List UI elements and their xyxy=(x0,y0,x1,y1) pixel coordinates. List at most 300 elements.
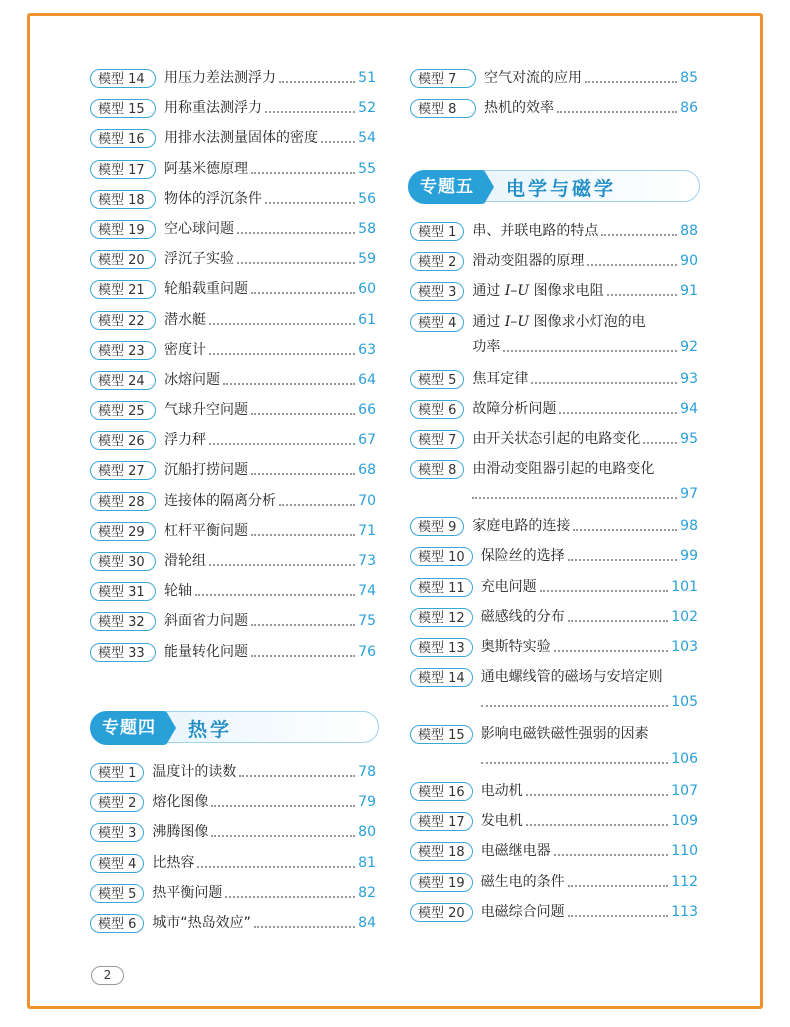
toc-entry[interactable] xyxy=(410,634,698,664)
page-number-ref: 99 xyxy=(680,548,698,565)
leader-dots xyxy=(526,824,669,826)
entry-title: 家庭电路的连接 xyxy=(472,518,571,535)
toc-entry[interactable] xyxy=(90,910,376,940)
leader-dots xyxy=(251,655,355,657)
title-line-1 xyxy=(481,721,698,747)
entry-title: 由开关状态引起的电路变化 xyxy=(472,430,641,447)
entry-title-row xyxy=(164,186,376,212)
model-badge: 模型 12 xyxy=(410,608,473,627)
leader-dots xyxy=(503,350,677,352)
entry-title: 空气对流的应用 xyxy=(484,70,582,86)
model-badge: 模型 6 xyxy=(410,400,464,419)
leader-dots xyxy=(585,81,677,83)
page-number-ref: 68 xyxy=(358,462,376,479)
toc-entry[interactable] xyxy=(90,608,376,638)
entry-title: 通电螺线管的磁场与安培定则 xyxy=(480,669,663,686)
entry-title: 浮沉子实验 xyxy=(164,251,234,268)
toc-entry[interactable] xyxy=(410,604,698,634)
entry-title: 焦耳定律 xyxy=(472,370,529,387)
toc-entry[interactable] xyxy=(90,246,376,276)
page-number-ref: 58 xyxy=(358,220,376,237)
entry-title: 能量转化问题 xyxy=(164,643,248,660)
leader-dots xyxy=(601,234,677,236)
entry-title-row xyxy=(164,216,376,242)
page-number-ref: 76 xyxy=(358,643,376,660)
page-number-ref: 61 xyxy=(358,311,376,328)
model-badge: 模型 24 xyxy=(90,371,156,390)
entry-title: 保险丝的选择 xyxy=(480,548,565,565)
title-line-2 xyxy=(472,482,698,506)
model-badge: 模型 7 xyxy=(410,430,464,449)
page-number-ref: 52 xyxy=(358,100,376,117)
toc-entry[interactable] xyxy=(410,513,698,543)
page-number-ref: 64 xyxy=(358,371,376,388)
page-number-ref: 88 xyxy=(680,223,698,239)
title-line-1 xyxy=(472,456,698,482)
entry-title-row xyxy=(481,778,698,804)
entry-title-block xyxy=(481,664,698,714)
leader-dots xyxy=(209,443,355,445)
page-number-ref: 91 xyxy=(680,283,698,300)
entry-title-row xyxy=(481,543,698,569)
toc-entry[interactable] xyxy=(410,248,698,278)
entry-title: 热机的效率 xyxy=(484,100,554,117)
leader-dots xyxy=(279,504,355,506)
entry-title: 密度计 xyxy=(164,341,206,358)
entry-title: 温度计的读数 xyxy=(152,764,237,780)
page-number-ref: 56 xyxy=(358,190,376,207)
toc-entry[interactable] xyxy=(90,307,376,337)
entry-title-row xyxy=(164,246,376,272)
page-number-ref: 80 xyxy=(358,824,376,841)
model-badge: 模型 26 xyxy=(90,431,156,450)
title-continuation: 功率 xyxy=(472,338,501,355)
toc-entry[interactable] xyxy=(410,869,698,899)
entry-title: 杠杆平衡问题 xyxy=(164,522,248,539)
toc-list-electromagnetism xyxy=(410,218,698,929)
model-badge: 模型 31 xyxy=(90,582,156,601)
toc-entry[interactable] xyxy=(90,367,376,397)
leader-dots xyxy=(568,915,669,917)
toc-list-thermal-continued xyxy=(410,65,698,125)
entry-title: 斜面省力问题 xyxy=(164,613,248,630)
title-line-2 xyxy=(481,690,698,714)
entry-title: 影响电磁铁磁性强弱的因素 xyxy=(480,726,649,743)
leader-dots xyxy=(279,81,355,83)
toc-entry[interactable] xyxy=(90,578,376,608)
toc-entry[interactable] xyxy=(410,808,698,838)
page-number-ref: 90 xyxy=(680,253,698,270)
entry-title: 沉船打捞问题 xyxy=(164,462,248,479)
entry-title-row xyxy=(164,307,376,333)
entry-title: 电磁综合问题 xyxy=(480,903,565,920)
toc-entry[interactable] xyxy=(90,276,376,306)
entry-title xyxy=(472,278,603,304)
model-badge: 模型 28 xyxy=(90,492,156,511)
toc-entry[interactable] xyxy=(410,778,698,808)
model-badge: 模型 11 xyxy=(410,578,473,597)
leader-dots xyxy=(254,926,355,928)
page-number-ref: 82 xyxy=(358,884,376,901)
entry-title: 潜水艇 xyxy=(164,311,206,328)
entry-title-row xyxy=(472,396,698,422)
entry-title-row xyxy=(164,518,376,544)
entry-title-row xyxy=(164,639,376,665)
title-post: 图像求小灯泡的电 xyxy=(529,313,646,330)
model-badge: 模型 9 xyxy=(410,517,464,536)
model-badge: 模型 16 xyxy=(90,129,156,148)
model-badge: 模型 27 xyxy=(90,461,156,480)
leader-dots xyxy=(321,141,355,143)
model-badge: 模型 2 xyxy=(410,252,464,271)
page-number-ref: 110 xyxy=(671,843,698,860)
toc-entry[interactable] xyxy=(90,337,376,367)
toc-entry[interactable] xyxy=(410,65,698,95)
page-number-ref: 86 xyxy=(680,100,698,117)
leader-dots xyxy=(195,594,355,596)
leader-dots xyxy=(531,382,677,384)
model-badge: 模型 3 xyxy=(410,282,464,301)
page-number-ref: 74 xyxy=(358,583,376,600)
toc-entry[interactable] xyxy=(90,488,376,518)
toc-entry[interactable] xyxy=(90,789,376,819)
entry-title: 充电问题 xyxy=(480,578,537,595)
entry-title: 用排水法测量固体的密度 xyxy=(164,130,318,147)
toc-entry[interactable] xyxy=(410,456,698,513)
entry-title-row xyxy=(481,808,698,834)
toc-entry[interactable] xyxy=(410,426,698,456)
page-number-ref: 103 xyxy=(671,638,698,655)
model-badge: 模型 17 xyxy=(410,812,473,831)
leader-dots xyxy=(557,111,677,113)
model-badge: 模型 1 xyxy=(410,222,464,241)
entry-title: 阿基米德原理 xyxy=(164,160,248,177)
toc-entry[interactable] xyxy=(90,548,376,578)
leader-dots xyxy=(554,854,669,856)
entry-title-row xyxy=(164,156,376,182)
entry-title: 串、并联电路的特点 xyxy=(472,223,599,239)
toc-entry[interactable] xyxy=(90,397,376,427)
toc-entry[interactable] xyxy=(90,880,376,910)
model-badge: 模型 20 xyxy=(410,903,473,922)
model-badge: 模型 19 xyxy=(410,873,473,892)
entry-title: 故障分析问题 xyxy=(472,400,557,417)
title-line-2 xyxy=(481,747,698,771)
page-number-ref: 107 xyxy=(671,783,698,800)
leader-dots xyxy=(265,111,355,113)
page-number-ref: 81 xyxy=(358,854,376,871)
leader-dots xyxy=(251,292,355,294)
model-badge: 模型 32 xyxy=(90,612,156,631)
page-number-ref: 84 xyxy=(358,914,376,931)
entry-title-block xyxy=(472,309,698,359)
entry-title-row xyxy=(472,278,698,304)
leader-dots xyxy=(237,232,355,234)
page-number-ref: 102 xyxy=(671,608,698,625)
leader-dots xyxy=(526,794,669,796)
title-line-1 xyxy=(472,309,698,335)
entry-title-row xyxy=(164,488,376,514)
title-line-2 xyxy=(472,335,698,359)
toc-entry[interactable] xyxy=(90,95,376,125)
page-number-ref: 112 xyxy=(671,873,698,890)
page-number-ref: 70 xyxy=(358,492,376,509)
title-pre: 通过 xyxy=(472,313,505,330)
entry-title: 电动机 xyxy=(480,783,523,800)
page-number-ref: 71 xyxy=(358,522,376,539)
model-badge: 模型 5 xyxy=(410,370,464,389)
entry-title-row xyxy=(164,608,376,634)
entry-title-row xyxy=(152,819,376,845)
title-pre: 通过 xyxy=(472,283,505,300)
entry-title: 浮力秤 xyxy=(164,432,206,449)
model-badge: 模型 16 xyxy=(410,782,473,801)
section5-list-container xyxy=(410,218,698,929)
entry-title-row xyxy=(484,95,698,121)
entry-title-row xyxy=(481,899,698,925)
model-badge: 模型 29 xyxy=(90,522,156,541)
entry-title-row xyxy=(472,366,698,392)
model-badge: 模型 10 xyxy=(410,547,473,566)
toc-entry[interactable] xyxy=(90,65,376,95)
model-badge: 模型 1 xyxy=(90,763,144,782)
entry-title: 用压力差法测浮力 xyxy=(164,70,276,86)
entry-title-row xyxy=(164,337,376,363)
page-number-ref: 106 xyxy=(671,751,698,768)
toc-entry[interactable] xyxy=(90,457,376,487)
entry-title: 磁生电的条件 xyxy=(480,873,565,890)
model-badge: 模型 22 xyxy=(90,311,156,330)
right-column xyxy=(410,65,698,125)
toc-list-physics-mechanics xyxy=(90,65,376,669)
entry-title: 由滑动变阻器引起的电路变化 xyxy=(472,461,655,478)
leader-dots xyxy=(472,497,677,499)
title-variable: I–U xyxy=(504,283,530,300)
entry-title: 气球升空问题 xyxy=(164,402,248,419)
leader-dots xyxy=(211,805,355,807)
section-name: 电学与磁学 xyxy=(506,177,617,200)
entry-title-row xyxy=(472,218,698,244)
leader-dots xyxy=(251,413,355,415)
model-badge: 模型 18 xyxy=(90,190,156,209)
entry-title: 滑轮组 xyxy=(164,553,206,569)
toc-entry[interactable] xyxy=(90,186,376,216)
toc-entry[interactable] xyxy=(410,309,698,366)
entry-title-row xyxy=(472,513,698,539)
page-number-ref: 98 xyxy=(680,518,698,535)
entry-title-row xyxy=(481,869,698,895)
toc-entry[interactable] xyxy=(90,156,376,186)
toc-entry[interactable] xyxy=(410,366,698,396)
model-badge: 模型 20 xyxy=(90,250,156,269)
page-number-ref: 97 xyxy=(680,486,698,503)
toc-entry[interactable] xyxy=(90,759,376,789)
page-number-ref: 66 xyxy=(358,402,376,419)
left-column xyxy=(90,65,376,669)
toc-entry[interactable] xyxy=(90,518,376,548)
leader-dots xyxy=(573,529,677,531)
page-number-ref: 73 xyxy=(358,553,376,569)
page-number-ref: 92 xyxy=(680,338,698,355)
toc-entry[interactable] xyxy=(410,543,698,573)
leader-dots xyxy=(209,564,355,566)
entry-title-block xyxy=(472,456,698,506)
toc-entry[interactable] xyxy=(90,639,376,669)
entry-title-row xyxy=(164,457,376,483)
leader-dots xyxy=(209,353,355,355)
entry-title: 热平衡问题 xyxy=(152,884,223,901)
entry-title-row xyxy=(164,548,376,574)
leader-dots xyxy=(643,442,677,444)
page-number-ref: 60 xyxy=(358,281,376,298)
page-number: 2 xyxy=(91,966,124,985)
entry-title: 沸腾图像 xyxy=(152,824,209,841)
leader-dots xyxy=(211,835,355,837)
entry-title-block xyxy=(481,721,698,771)
model-badge: 模型 15 xyxy=(90,99,156,118)
page-number-ref: 59 xyxy=(358,251,376,268)
page-number-ref: 51 xyxy=(358,70,376,86)
section-header-thermal xyxy=(90,711,379,745)
toc-entry[interactable] xyxy=(410,278,698,308)
entry-title: 奥斯特实验 xyxy=(480,638,551,655)
entry-title-row xyxy=(164,578,376,604)
model-badge: 模型 2 xyxy=(90,793,144,812)
entry-title-row xyxy=(152,910,376,936)
section-tag: 专题五 xyxy=(408,170,484,204)
model-badge: 模型 5 xyxy=(90,884,144,903)
toc-entry[interactable] xyxy=(90,125,376,155)
page-number-ref: 79 xyxy=(358,794,376,811)
toc-entry[interactable] xyxy=(90,216,376,246)
leader-dots xyxy=(587,264,677,266)
entry-title-row xyxy=(152,880,376,906)
entry-title: 轮轴 xyxy=(164,583,192,600)
entry-title: 发电机 xyxy=(480,813,523,830)
page-number-ref: 109 xyxy=(671,813,698,830)
entry-title: 比热容 xyxy=(152,854,195,871)
entry-title: 磁感线的分布 xyxy=(480,608,565,625)
section-header-electromagnetism xyxy=(408,170,700,204)
page-number-ref: 67 xyxy=(358,432,376,449)
leader-dots xyxy=(197,866,355,868)
leader-dots xyxy=(251,534,355,536)
entry-title: 用称重法测浮力 xyxy=(164,100,262,117)
model-badge: 模型 13 xyxy=(410,638,473,657)
entry-title-row xyxy=(481,574,698,600)
leader-dots xyxy=(251,473,355,475)
entry-title: 轮船载重问题 xyxy=(164,281,248,298)
leader-dots xyxy=(251,172,355,174)
model-badge: 模型 7 xyxy=(410,69,476,88)
entry-title-row xyxy=(164,125,376,151)
model-badge: 模型 17 xyxy=(90,160,156,179)
toc-entry[interactable] xyxy=(90,819,376,849)
leader-dots xyxy=(237,262,355,264)
leader-dots xyxy=(540,590,669,592)
entry-title-row xyxy=(484,65,698,91)
entry-title: 冰熔问题 xyxy=(164,371,220,388)
entry-title-row xyxy=(152,850,376,876)
entry-title-row xyxy=(164,95,376,121)
leader-dots xyxy=(554,650,669,652)
entry-title-row xyxy=(152,789,376,815)
entry-title: 连接体的隔离分析 xyxy=(164,492,276,509)
page-number-ref: 93 xyxy=(680,370,698,387)
entry-title xyxy=(472,314,645,330)
leader-dots xyxy=(568,559,677,561)
title-variable: I–U xyxy=(504,313,530,330)
page-number-ref: 113 xyxy=(671,903,698,920)
model-badge: 模型 4 xyxy=(410,313,464,332)
toc-entry[interactable] xyxy=(410,721,698,778)
model-badge: 模型 18 xyxy=(410,842,473,861)
model-badge: 模型 8 xyxy=(410,460,464,479)
entry-title-row xyxy=(481,634,698,660)
entry-title-row xyxy=(164,367,376,393)
entry-title-row xyxy=(164,65,376,91)
model-badge: 模型 21 xyxy=(90,280,156,299)
leader-dots xyxy=(225,896,355,898)
toc-entry[interactable] xyxy=(410,574,698,604)
section-tag: 专题四 xyxy=(90,711,166,745)
leader-dots xyxy=(568,885,669,887)
toc-entry[interactable] xyxy=(410,218,698,248)
leader-dots xyxy=(223,383,355,385)
entry-title: 滑动变阻器的原理 xyxy=(472,253,585,270)
model-badge: 模型 4 xyxy=(90,854,144,873)
entry-title-row xyxy=(164,427,376,453)
toc-entry[interactable] xyxy=(410,838,698,868)
toc-entry[interactable] xyxy=(90,427,376,457)
entry-title: 电磁继电器 xyxy=(480,843,551,860)
leader-dots xyxy=(265,202,355,204)
toc-entry[interactable] xyxy=(410,396,698,426)
entry-title: 空心球问题 xyxy=(164,220,234,237)
model-badge: 模型 15 xyxy=(410,725,473,744)
page-number-ref: 75 xyxy=(358,613,376,630)
entry-title: 城市“热岛效应” xyxy=(152,914,251,931)
title-line-1 xyxy=(481,664,698,690)
entry-title-row xyxy=(472,426,698,452)
model-badge: 模型 23 xyxy=(90,341,156,360)
model-badge: 模型 8 xyxy=(410,99,476,118)
leader-dots xyxy=(239,775,355,777)
entry-title-row xyxy=(481,838,698,864)
model-badge: 模型 30 xyxy=(90,552,156,571)
leader-dots xyxy=(559,412,677,414)
title-post: 图像求电阻 xyxy=(529,283,604,300)
entry-title-row xyxy=(472,248,698,274)
model-badge: 模型 14 xyxy=(410,668,473,687)
entry-title-row xyxy=(164,276,376,302)
toc-list-thermal xyxy=(90,759,376,940)
toc-entry[interactable] xyxy=(90,850,376,880)
leader-dots xyxy=(251,624,355,626)
toc-entry[interactable] xyxy=(410,95,698,125)
page-number-ref: 55 xyxy=(358,160,376,177)
model-badge: 模型 6 xyxy=(90,914,144,933)
model-badge: 模型 3 xyxy=(90,823,144,842)
page-number-ref: 95 xyxy=(680,430,698,447)
leader-dots xyxy=(607,294,678,296)
model-badge: 模型 33 xyxy=(90,643,156,662)
section4-list-container xyxy=(90,759,376,940)
toc-entry[interactable] xyxy=(410,664,698,721)
toc-entry[interactable] xyxy=(410,899,698,929)
page-number-ref: 54 xyxy=(358,130,376,147)
model-badge: 模型 25 xyxy=(90,401,156,420)
